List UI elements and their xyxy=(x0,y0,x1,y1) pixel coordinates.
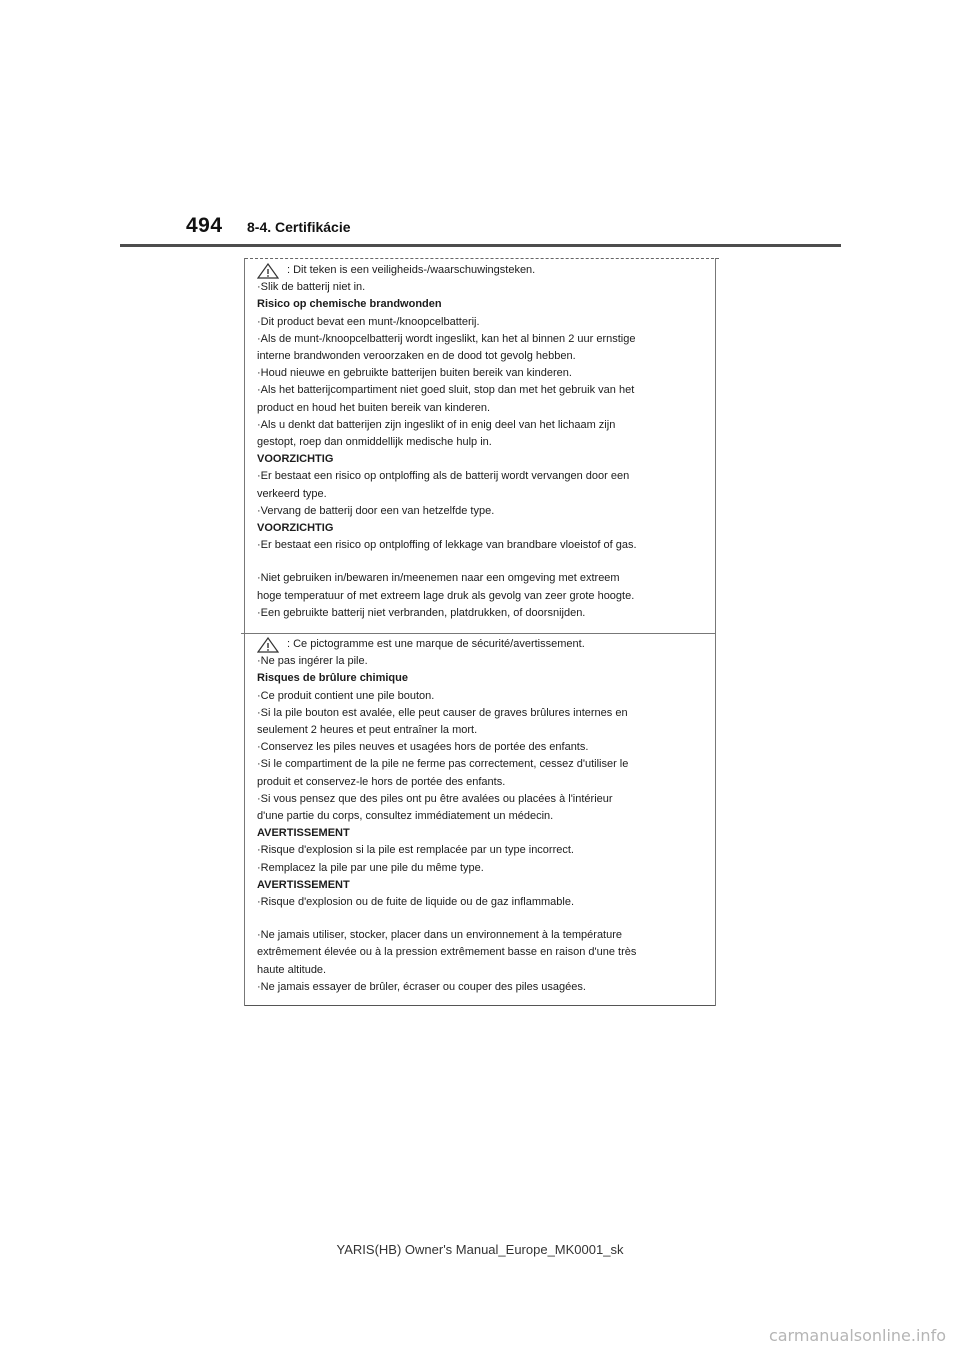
notice-line: haute altitude. xyxy=(257,963,327,976)
notice-line: product en houd het buiten bereik van kinderen. xyxy=(257,401,490,414)
notice-line: verkeerd type. xyxy=(257,487,327,500)
notice-line: ·Als u denkt dat batterijen zijn ingeslikt of in enig deel van het lichaam zijn xyxy=(257,418,616,431)
notice-line: ·Een gebruikte batterij niet verbranden, platdrukken, of doorsnijden. xyxy=(257,606,586,619)
notice-french xyxy=(257,636,705,996)
section-divider xyxy=(241,633,715,634)
notice-heading: Risico op chemische brandwonden xyxy=(257,298,442,311)
notice-line: ·Remplacez la pile par une pile du même type. xyxy=(257,861,484,874)
notice-line: d'une partie du corps, consultez immédiatement un médecin. xyxy=(257,810,554,823)
notice-line: ·Si vous pensez que des piles ont pu être avalées ou placées à l'intérieur xyxy=(257,792,613,805)
notice-line: ·Er bestaat een risico op ontploffing als de batterij wordt vervangen door een xyxy=(257,470,630,483)
notice-heading: Risques de brûlure chimique xyxy=(257,672,408,685)
warning-triangle-icon xyxy=(257,637,279,653)
notice-line: ·Vervang de batterij door een van hetzelfde type. xyxy=(257,504,495,517)
notice-lines xyxy=(257,653,705,996)
notice-line: ·Ne jamais utiliser, stocker, placer dans un environnement à la température xyxy=(257,929,623,942)
notice-heading: VOORZICHTIG xyxy=(257,453,334,466)
notice-line: ·Risque d'explosion si la pile est remplacée par un type incorrect. xyxy=(257,844,574,857)
notice-line: interne brandwonden veroorzaken en de dood tot gevolg hebben. xyxy=(257,350,576,363)
notice-line: ·Dit product bevat een munt-/knoopcelbatterij. xyxy=(257,315,480,328)
notice-line: extrêmement élevée ou à la pression extrêmement basse en raison d'une très xyxy=(257,946,637,959)
notice-lines xyxy=(257,279,705,622)
header-rule xyxy=(120,244,841,247)
notice-line: ·Risque d'explosion ou de fuite de liquide ou de gaz inflammable. xyxy=(257,896,575,909)
warning-line xyxy=(257,262,705,279)
warning-text: : Ce pictogramme est une marque de sécurité/avertissement. xyxy=(287,638,585,650)
notice-line: ·Niet gebruiken in/bewaren in/meenemen naar een omgeving met extreem xyxy=(257,572,620,585)
warning-text: : Dit teken is een veiligheids-/waarschuwingsteken. xyxy=(287,264,536,276)
notice-heading: VOORZICHTIG xyxy=(257,522,334,535)
notice-line: seulement 2 heures et peut entraîner la mort. xyxy=(257,724,478,737)
notice-line: ·Si le compartiment de la pile ne ferme pas correctement, cessez d'utiliser le xyxy=(257,758,629,771)
notice-line: hoge temperatuur of met extreem lage druk als gevolg van zeer grote hoogte. xyxy=(257,589,635,602)
notice-line: gestopt, roep dan onmiddellijk medische hulp in. xyxy=(257,436,492,449)
notice-line: ·Houd nieuwe en gebruikte batterijen buiten bereik van kinderen. xyxy=(257,367,572,380)
warning-line xyxy=(257,636,705,653)
notice-line: ·Ne pas ingérer la pile. xyxy=(257,655,368,668)
notice-dutch xyxy=(257,262,705,622)
footer-manual-id: YARIS(HB) Owner's Manual_Europe_MK0001_sk xyxy=(336,1242,624,1257)
section-title: 8-4. Certifikácie xyxy=(247,219,351,235)
notice-heading: AVERTISSEMENT xyxy=(257,878,350,891)
notice-line: ·Er bestaat een risico op ontploffing of lekkage van brandbare vloeistof of gas. xyxy=(257,539,637,552)
battery-warning-label xyxy=(244,258,716,1006)
notice-line: ·Slik de batterij niet in. xyxy=(257,281,366,294)
notice-line: ·Ne jamais essayer de brûler, écraser ou couper des piles usagées. xyxy=(257,980,586,993)
page-number: 494 xyxy=(186,214,223,237)
watermark: carmanualsonline.info xyxy=(768,1326,946,1345)
notice-heading: AVERTISSEMENT xyxy=(257,827,350,840)
notice-line: ·Ce produit contient une pile bouton. xyxy=(257,689,435,702)
notice-line: ·Als het batterijcompartiment niet goed sluit, stop dan met het gebruik van het xyxy=(257,384,635,397)
notice-line: ·Als de munt-/knoopcelbatterij wordt ingeslikt, kan het al binnen 2 uur ernstige xyxy=(257,332,636,345)
warning-triangle-icon xyxy=(257,263,279,279)
notice-line: ·Si la pile bouton est avalée, elle peut causer de graves brûlures internes en xyxy=(257,706,628,719)
notice-line: produit et conservez-le hors de portée des enfants. xyxy=(257,775,506,788)
notice-line: ·Conservez les piles neuves et usagées hors de portée des enfants. xyxy=(257,741,589,754)
